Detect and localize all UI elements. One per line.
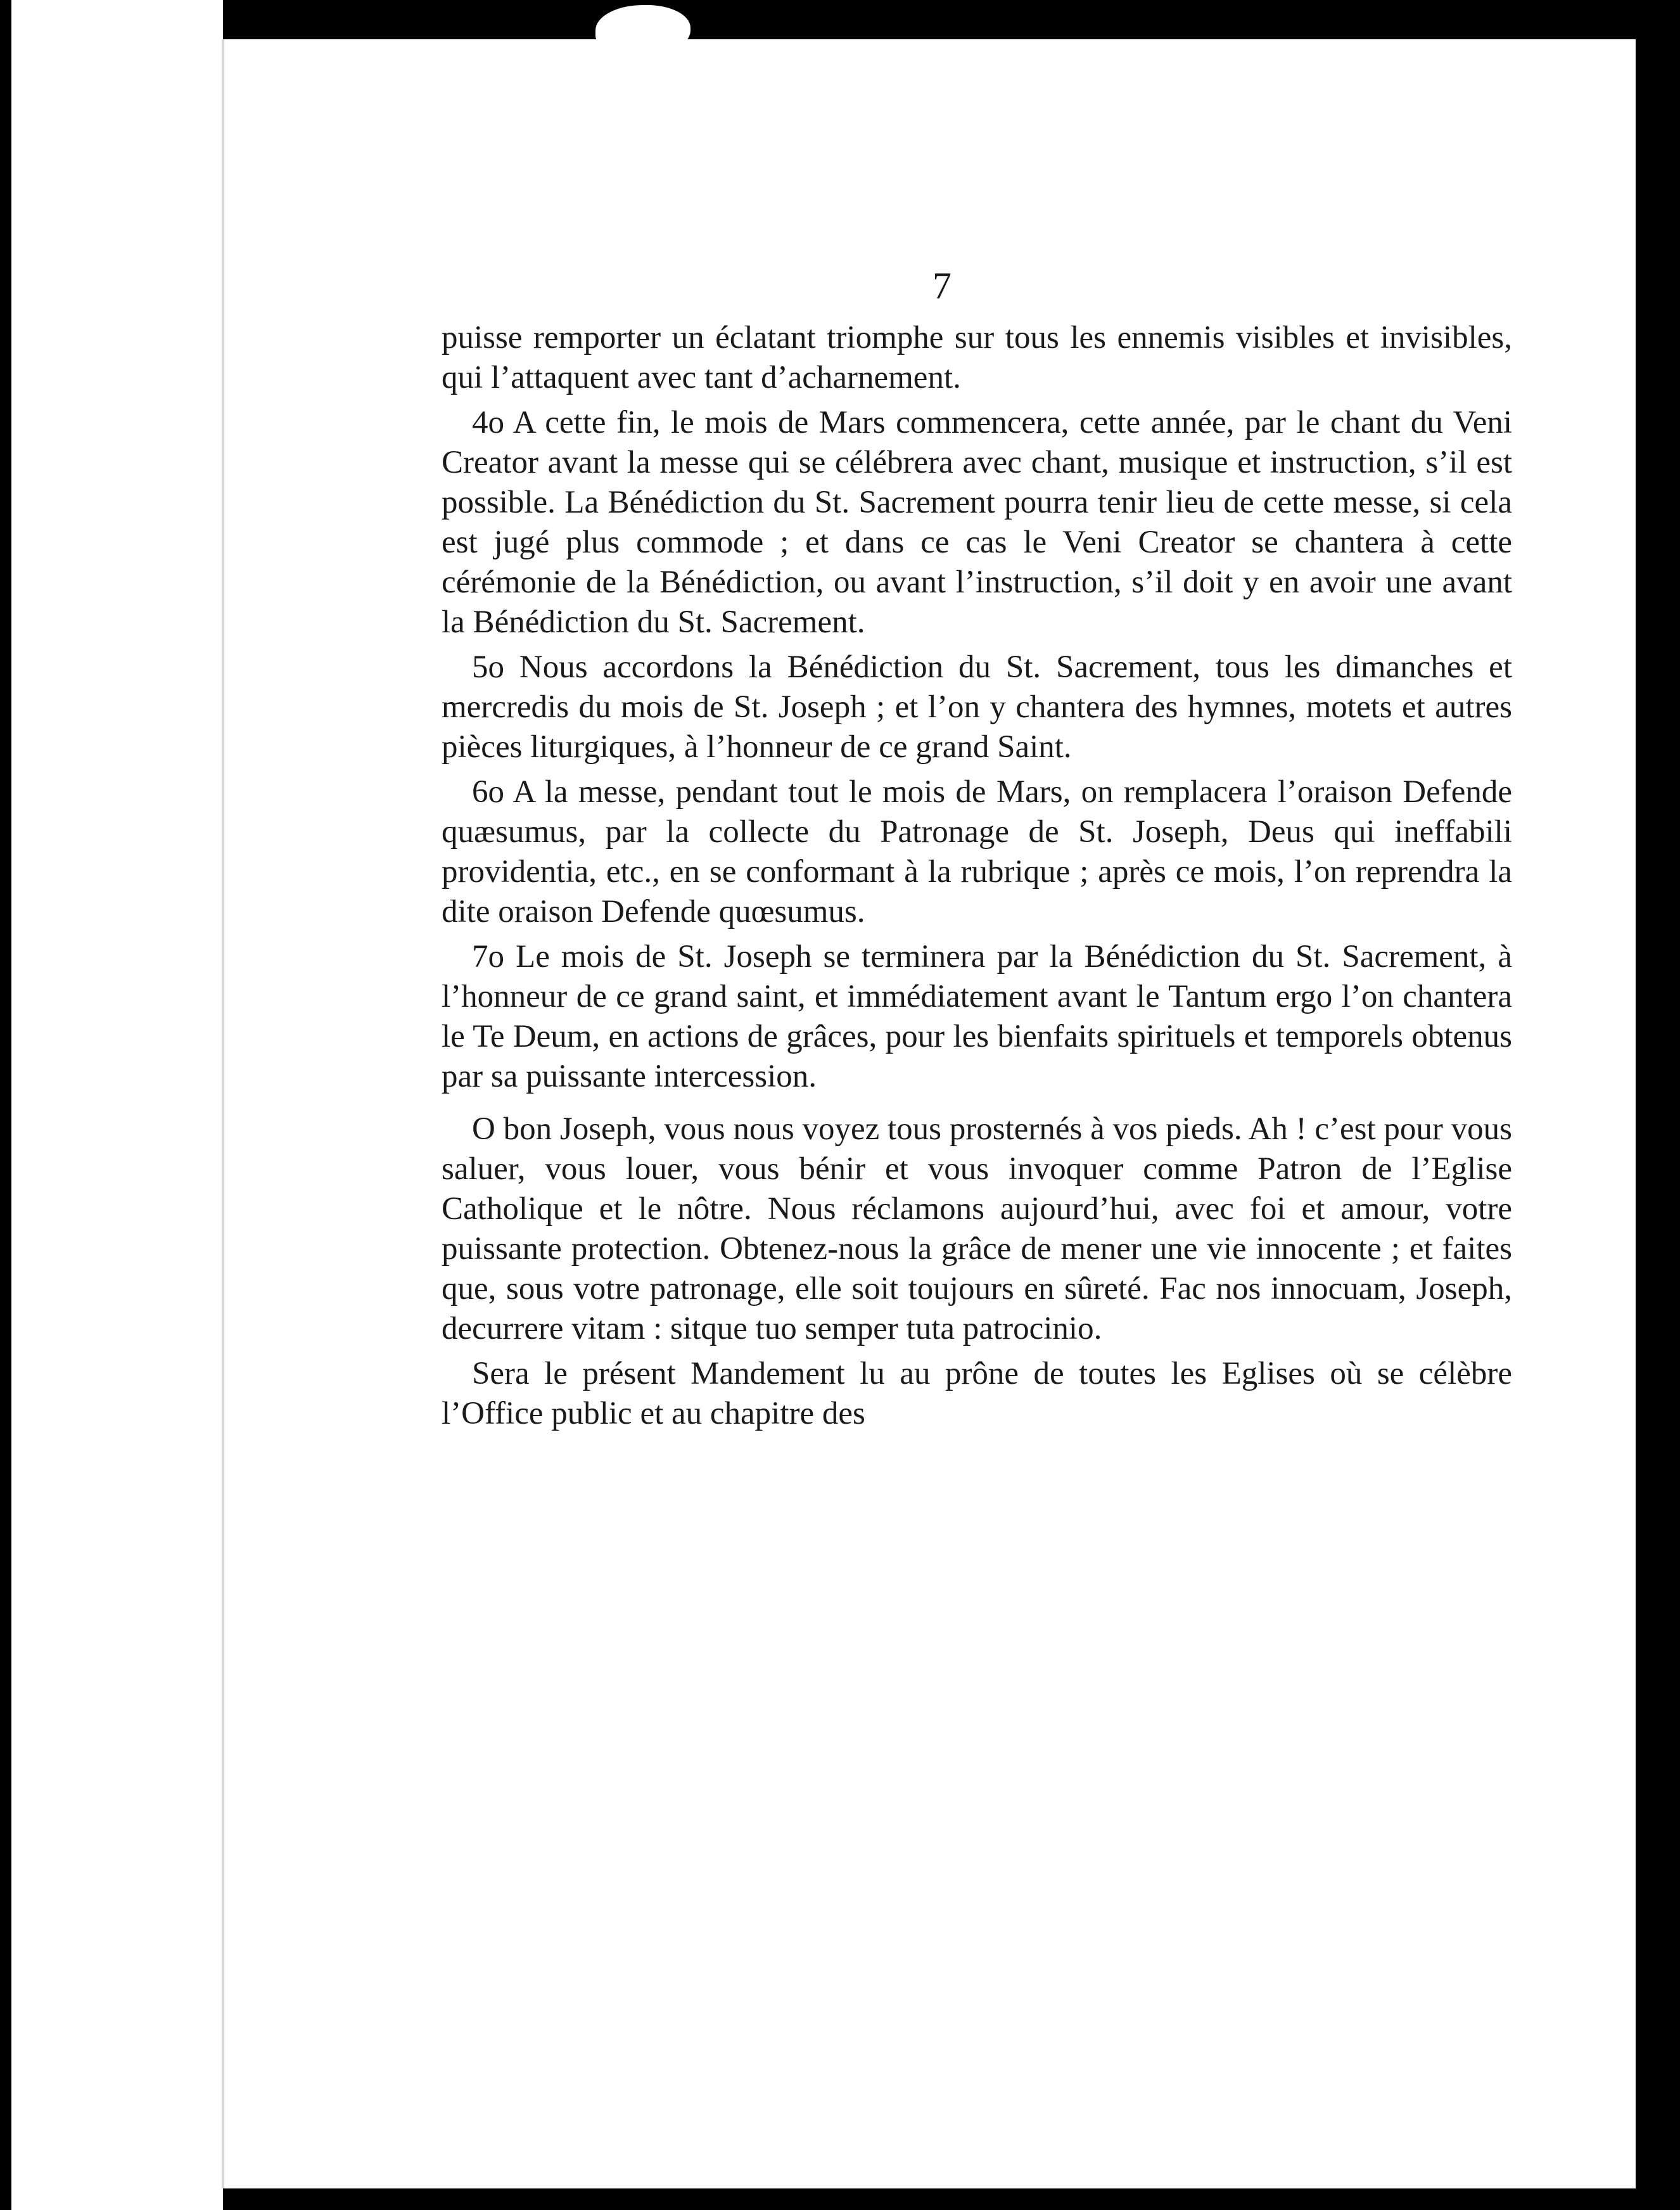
paragraph-text: 5o Nous accordons la Bénédiction du St. Sacrement, tous les dimanches et mercredis du mois de St. Joseph ; et l’on y chantera des hymnes, motets et autres pièces liturgiques, à l’honneur de ce grand Saint. [442,649,1512,765]
page-gutter-line [222,39,224,2188]
paragraph-text: puisse remporter un éclatant triomphe sur tous les ennemis visibles et invisibles, qui l’attaquent avec tant d’acharnement. [442,320,1512,395]
scan-top-edge [0,0,1680,39]
paragraph-item-6 [442,772,1512,932]
facing-page-margin [0,0,223,2210]
paragraph-continuation [442,318,1512,398]
paragraph-item-4 [442,403,1512,642]
paragraph-closing [442,1354,1512,1434]
paragraph-invocation [442,1109,1512,1349]
page-number: 7 [932,265,951,307]
scan-top-margin [11,0,223,39]
paragraph-item-7 [442,937,1512,1097]
body-text [442,318,1512,1439]
paragraph-text: 6o A la messe, pendant tout le mois de Mars, on remplacera l’oraison Defende quæsumus, par la collecte du Patronage de St. Joseph, Deus qui ineffabili providentia, etc., en se conformant à la rubrique ; après ce mois, l’on reprendra la dite oraison Defende quœsumus. [442,774,1512,929]
paragraph-text: O bon Joseph, vous nous voyez tous prosternés à vos pieds. Ah ! c’est pour vous saluer, vous louer, vous bénir et vous invoquer comme Patron de l’Eglise Catholique et le nôtre. Nous réclamons aujourd’hui, avec foi et amour, votre puissante protection. Obtenez-nous la grâce de mener une vie innocente ; et faites que, sous votre patronage, elle soit toujours en sûreté. Fac nos innocuam, Joseph, decurrere vitam : sitque tuo semper tuta patrocinio. [442,1111,1512,1346]
paragraph-text: Sera le présent Mandement lu au prône de toutes les Eglises où se célèbre l’Office public et au chapitre des [442,1356,1512,1431]
paragraph-text: 4o A cette fin, le mois de Mars commencera, cette année, par le chant du Veni Creator avant la messe qui se célébrera avec chant, musique et instruction, s’il est possible. La Bénédiction du St. Sacrement pourra tenir lieu de cette messe, si cela est jugé plus commode ; et dans ce cas le Veni Creator se chantera à cette cérémonie de la Bénédiction, ou avant l’instruction, s’il doit y en avoir une avant la Bénédiction du St. Sacrement. [442,405,1512,640]
scan-left-edge [0,0,11,2210]
document-page [223,39,1636,2188]
paragraph-item-5 [442,648,1512,767]
paragraph-text: 7o Le mois de St. Joseph se terminera par la Bénédiction du St. Sacrement, à l’honneur de ce grand saint, et immédiatement avant le Tantum ergo l’on chantera le Te Deum, en actions de grâces, pour les bienfaits spirituels et temporels obtenus par sa puissante intercession. [442,939,1512,1094]
